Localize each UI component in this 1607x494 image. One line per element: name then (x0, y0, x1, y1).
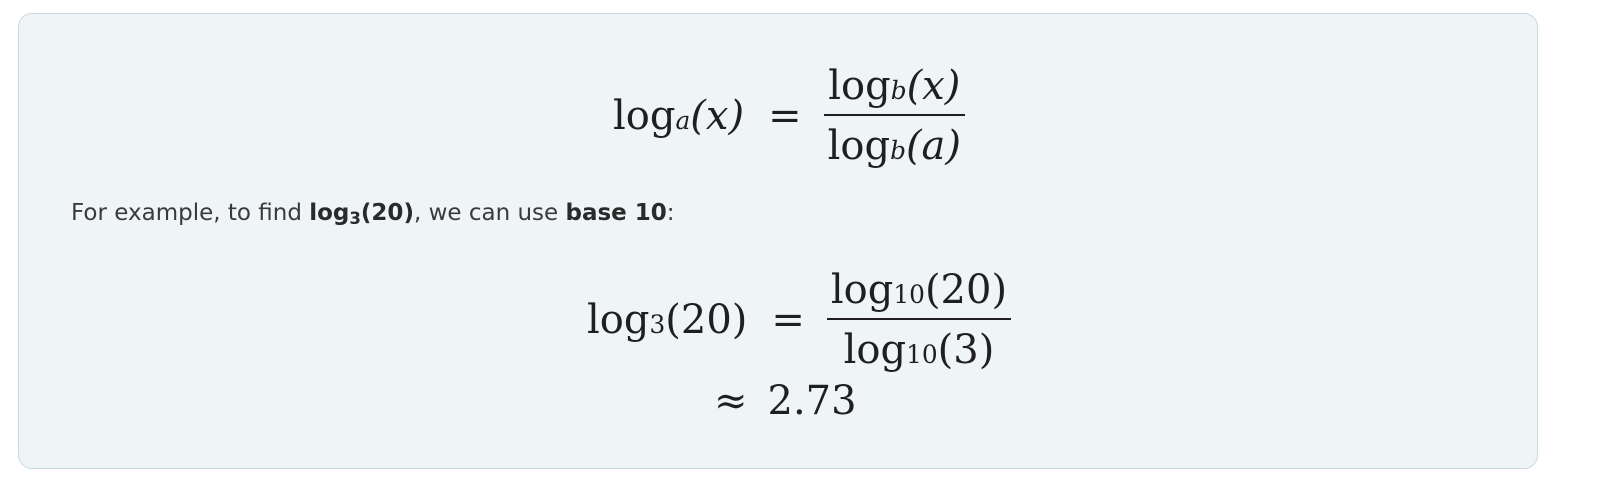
formula-num-log: log (828, 63, 891, 109)
paragraph-log-base: 3 (349, 209, 361, 229)
example-equals: = (771, 297, 805, 343)
paragraph-log-arg: (20) (360, 200, 414, 226)
formula-equals: = (768, 93, 802, 139)
formula-den-arg: (a) (905, 123, 961, 169)
paragraph-base-phrase: base 10 (565, 200, 667, 226)
paragraph-log-expression (309, 200, 414, 229)
example-num-log: log (830, 267, 894, 313)
example-lhs-arg: (20) (665, 297, 748, 343)
formula-denominator: log b (a) (827, 123, 961, 169)
example-numerator: log 10 (20) (830, 267, 1008, 313)
example-fraction-bar (827, 318, 1011, 320)
paragraph-lead: For example, to find (71, 200, 310, 226)
example-lhs: log 3 (20) (587, 297, 748, 343)
formula-fraction (824, 62, 965, 170)
formula-den-log: log (827, 123, 891, 169)
example-den-arg: (3) (937, 327, 995, 373)
example-num-arg: (20) (924, 267, 1008, 313)
example-paragraph (71, 200, 675, 229)
approx-symbol: ≈ (714, 378, 748, 424)
example-fraction (827, 266, 1011, 374)
formula-lhs-log: log (613, 93, 676, 139)
formula-card (18, 13, 1538, 469)
change-of-base-formula (613, 62, 965, 170)
formula-lhs-arg: (x) (690, 93, 745, 139)
example-approximation (714, 378, 857, 424)
paragraph-middle: , we can use (413, 200, 566, 226)
example-denominator: log 10 (3) (843, 327, 995, 373)
example-equation (587, 266, 1011, 374)
formula-lhs: log a (x) (613, 93, 745, 139)
formula-num-arg: (x) (906, 63, 961, 109)
example-result: 2.73 (767, 378, 857, 424)
example-lhs-log: log (587, 297, 650, 343)
formula-fraction-bar (824, 114, 965, 116)
paragraph-end: : (666, 200, 675, 226)
example-den-log: log (843, 327, 907, 373)
formula-numerator: log b (x) (828, 63, 961, 109)
paragraph-log-word: log (309, 200, 350, 226)
